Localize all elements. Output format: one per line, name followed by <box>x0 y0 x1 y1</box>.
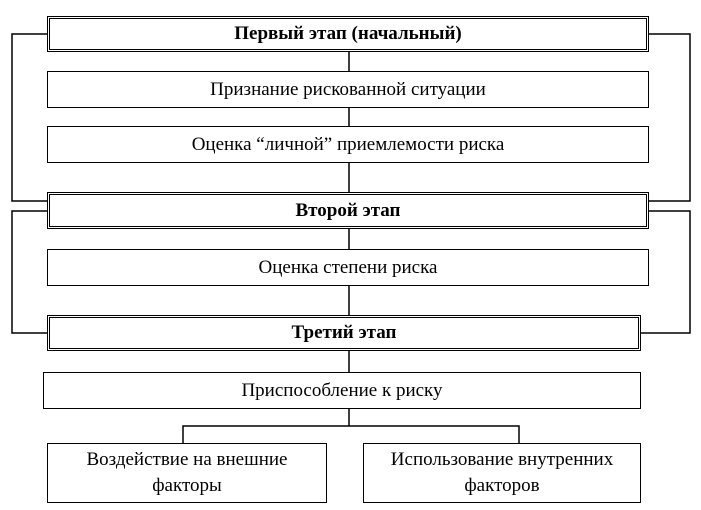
loop-left-stage2-stage3 <box>12 211 47 333</box>
factor-external-text <box>87 447 288 499</box>
factor-internal-text <box>391 447 613 499</box>
step-adaptation-box <box>43 372 641 409</box>
step-adaptation-label: Приспособление к риску <box>241 379 443 401</box>
stage-third-label: Третий этап <box>291 322 397 343</box>
factor-external-line1: Воздействие на внешние <box>86 449 288 470</box>
factor-internal-box <box>363 443 641 503</box>
factor-external-box <box>47 443 327 503</box>
loop-right-stage1-stage2 <box>649 34 690 201</box>
step-recognition-label: Признание рискованной ситуации <box>210 78 486 100</box>
stage-first-label: Первый этап (начальный) <box>234 23 462 44</box>
step-personal-acceptability-box <box>47 126 649 163</box>
stage-third-box <box>47 315 641 351</box>
connector-split-branches <box>183 426 519 443</box>
step-recognition-box <box>47 71 649 108</box>
stage-second-label: Второй этап <box>295 199 401 221</box>
stage-second-box <box>47 192 649 229</box>
step-personal-acceptability-label: Оценка “личной” приемлемости риска <box>191 133 505 155</box>
step-risk-degree-box <box>47 249 649 286</box>
factor-internal-line1: Использование внутренних <box>390 449 614 470</box>
loop-left-stage1-stage2 <box>12 34 47 201</box>
stage-first-box <box>47 16 649 52</box>
factor-internal-line2: факторов <box>464 475 540 496</box>
factor-external-line2: факторы <box>152 475 222 496</box>
step-risk-degree-label: Оценка степени риска <box>258 256 438 278</box>
